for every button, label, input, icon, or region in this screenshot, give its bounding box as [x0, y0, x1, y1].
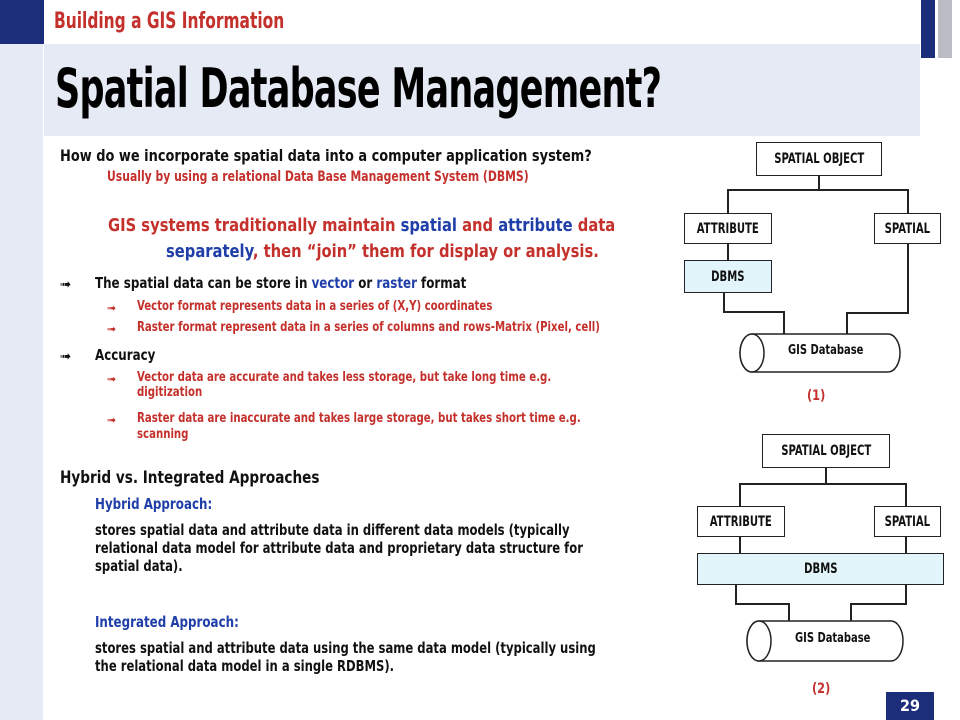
- page-number: 29: [886, 692, 934, 720]
- hybrid-text-line3: spatial data).: [95, 557, 183, 575]
- hybrid-label: Hybrid Approach:: [95, 495, 213, 513]
- bullet-keyword: vector: [311, 274, 355, 292]
- emphasis-keyword: spatial: [400, 215, 457, 236]
- small-arrow-bullet-icon: ➟: [107, 322, 117, 336]
- database-label: GIS Database: [788, 343, 864, 358]
- connector: [739, 483, 907, 485]
- connector: [723, 293, 725, 313]
- connector: [727, 189, 909, 191]
- bullet-text: format: [416, 274, 467, 292]
- emphasis-text: data: [572, 215, 616, 236]
- page-title: Spatial Database Management?: [55, 57, 662, 120]
- emphasis-line-2: [166, 242, 599, 263]
- breadcrumb: Building a GIS Information: [54, 9, 285, 34]
- sub-bullet-vector-accuracy-line2: digitization: [137, 385, 203, 400]
- corner-decor-block: [0, 0, 44, 44]
- connector: [735, 585, 737, 605]
- attribute-box: ATTRIBUTE: [697, 506, 785, 537]
- connector: [905, 483, 907, 506]
- small-arrow-bullet-icon: ➟: [107, 372, 117, 386]
- attribute-box: ATTRIBUTE: [684, 213, 772, 244]
- sub-bullet-raster-accuracy-line1: Raster data are inaccurate and takes large storage, but takes short time e.g.: [137, 411, 581, 426]
- connector: [739, 537, 741, 553]
- connector: [850, 603, 907, 605]
- connector: [905, 585, 907, 605]
- emphasis-line-1: [108, 216, 615, 237]
- connector: [727, 189, 729, 213]
- spatial-object-box: SPATIAL OBJECT: [762, 434, 890, 468]
- connector: [739, 483, 741, 506]
- diagram-2-caption: (2): [812, 681, 831, 697]
- bullet-keyword: raster: [376, 274, 417, 292]
- arrow-bullet-icon: ➟: [60, 275, 72, 293]
- connector: [907, 244, 909, 314]
- answer-text: Usually by using a relational Data Base Management System (DBMS): [107, 169, 529, 185]
- connector: [727, 244, 729, 260]
- connector: [905, 537, 907, 553]
- sub-bullet-vector: Vector format represents data in a series of (X,Y) coordinates: [137, 299, 493, 314]
- connector: [735, 603, 790, 605]
- diagram-1-caption: (1): [807, 388, 826, 404]
- spatial-object-box: SPATIAL OBJECT: [756, 142, 882, 176]
- emphasis-text: GIS systems traditionally maintain: [108, 215, 401, 236]
- connector: [723, 311, 785, 313]
- database-label: GIS Database: [795, 631, 871, 646]
- arrow-bullet-icon: ➟: [60, 347, 72, 365]
- question-text: How do we incorporate spatial data into a computer application system?: [60, 146, 592, 165]
- spatial-box: SPATIAL: [874, 506, 941, 537]
- connector: [846, 312, 909, 314]
- hybrid-text-line2: relational data model for attribute data and proprietary data structure for: [95, 539, 583, 557]
- connector: [825, 468, 827, 484]
- connector: [907, 189, 909, 213]
- integrated-text-line1: stores spatial and attribute data using the same data model (typically using: [95, 639, 596, 657]
- dbms-box: DBMS: [684, 260, 772, 293]
- connector: [783, 311, 785, 334]
- sub-bullet-vector-accuracy-line1: Vector data are accurate and takes less storage, but take long time e.g.: [137, 370, 552, 385]
- hybrid-text-line1: stores spatial data and attribute data in different data models (typically: [95, 521, 570, 539]
- small-arrow-bullet-icon: ➟: [107, 301, 117, 315]
- integrated-text-line2: the relational data model in a single RDBMS).: [95, 657, 395, 675]
- left-decor-bar: [0, 0, 43, 720]
- connector: [846, 312, 848, 334]
- emphasis-text: , then “join” them for display or analysis.: [252, 241, 599, 262]
- emphasis-keyword: attribute: [498, 215, 573, 236]
- small-arrow-bullet-icon: ➟: [107, 413, 117, 427]
- spatial-box: SPATIAL: [874, 213, 941, 244]
- integrated-label: Integrated Approach:: [95, 613, 239, 631]
- dbms-box: DBMS: [697, 553, 944, 585]
- sub-bullet-raster: Raster format represent data in a series of columns and rows-Matrix (Pixel, cell): [137, 320, 600, 335]
- emphasis-text: and: [456, 215, 499, 236]
- bullet-text: The spatial data can be store in: [95, 274, 312, 292]
- top-right-decor-gray: [938, 0, 952, 58]
- bullet-accuracy: Accuracy: [95, 346, 156, 364]
- bullet-text: or: [354, 274, 377, 292]
- hybrid-heading: Hybrid vs. Integrated Approaches: [60, 468, 320, 488]
- bullet-vector-raster: [95, 275, 466, 292]
- emphasis-keyword: separately: [166, 241, 253, 262]
- top-right-decor-navy: [921, 0, 935, 58]
- connector: [818, 176, 820, 190]
- sub-bullet-raster-accuracy-line2: scanning: [137, 427, 189, 442]
